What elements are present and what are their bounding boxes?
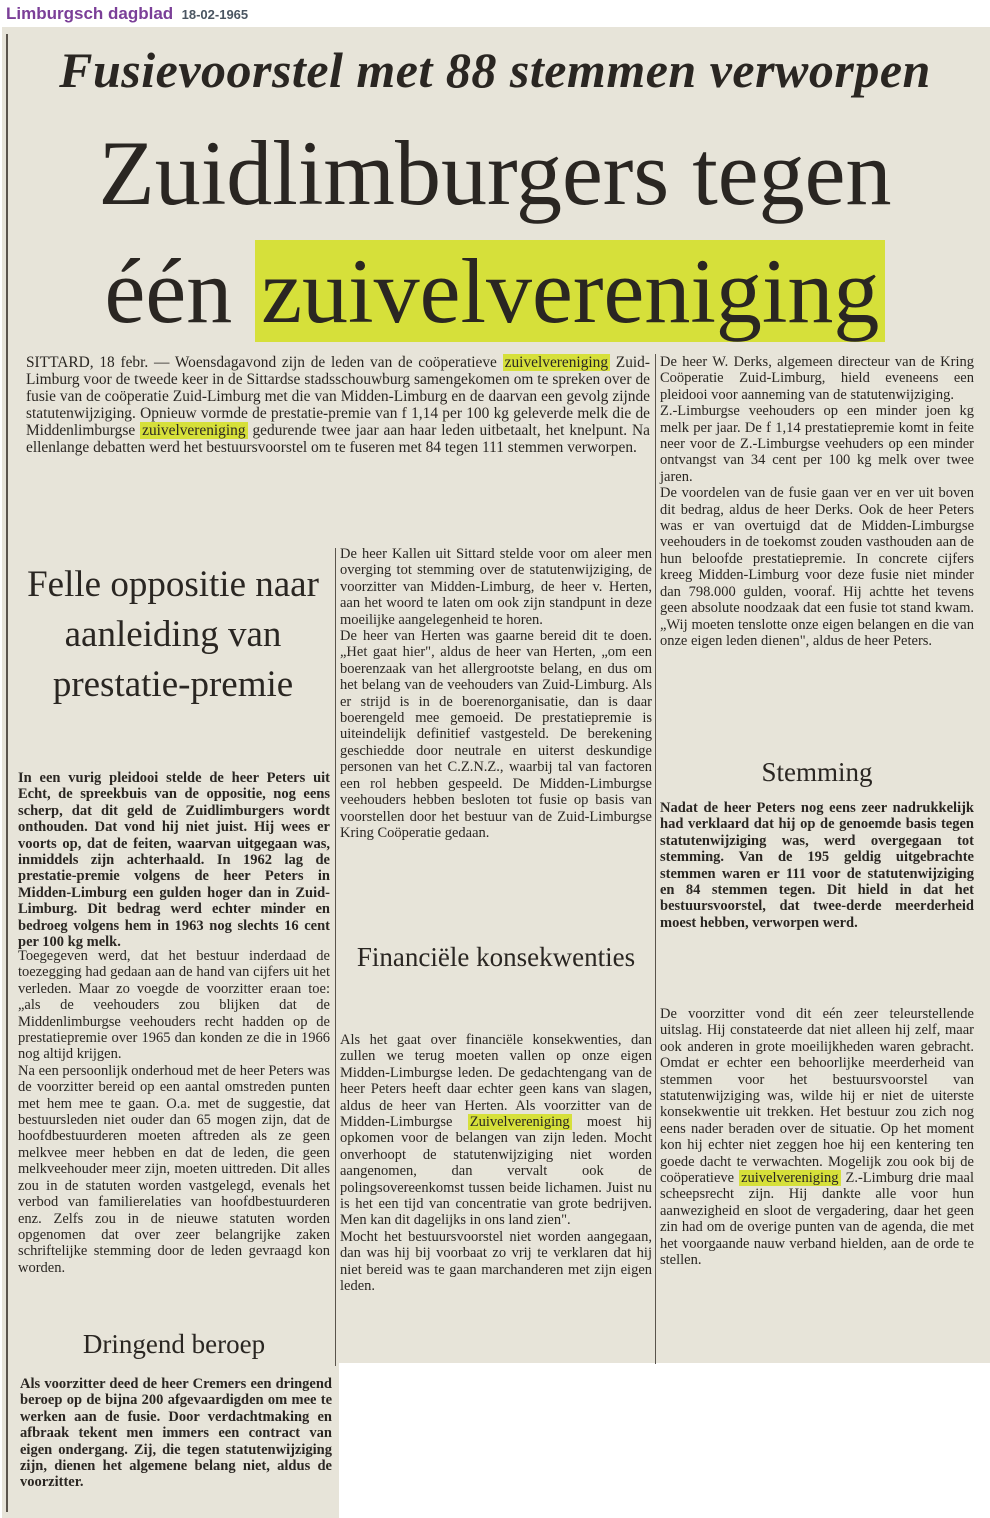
column3-paragraph-1: De heer W. Derks, algemeen directeur van de Kring Coöperatie Zuid-Limburg, hield eveneens een pleidooi voor aanneming van de statutenwijziging. [660,354,974,403]
source-header [6,4,248,24]
publication-date: 18-02-1965 [181,7,249,22]
search-highlight: Zuivelvereniging [469,1114,570,1131]
subheading-felle-oppositie: Felle oppositie naar aanleiding van prestatie-premie [27,564,319,705]
search-highlight: zuivelvereniging [741,1170,839,1187]
column3-paragraph-2: Z.-Limburgse veehouders op een minder joen kg melk per jaar. De f 1,14 prestatiepremie komt in feite neer voor de Z.-Limburgse veehuders op een minder ontvangst van 34 cent per 100 kg melk over twee jaren. [660,403,974,485]
column-rule-1 [335,548,336,1366]
column1-paragraph-4: Als voorzitter deed de heer Cremers een dringend beroep op de bijna 200 afgevaardigden om mee te werken aan de fusie. Door verdachtmaking en afbraak tekent men immers een contract van eigen ondergang. Zij, die tegen statutenwijziging zijn, dienen het algemene belang niet, aldus de voorzitter. [20,1376,332,1491]
search-highlight: zuivelvereniging [504,354,609,371]
subheading-dringend-beroep: Dringend beroep [82,1329,266,1359]
column-rule-2 [655,354,656,1364]
column1-paragraph-3: Na een persoonlijk onderhoud met de heer Peters was de voorzitter bereid op een aantal omstreden punten met hem mee te gaan. O.a. met de suggestie, dat bestuursleden niet ouder dan 65 mogen zijn, dat de hoofdbestuurderen moeten aftreden als ze geen melkvee meer hebben en dat de leden, die geen melkveehouder meer zijn, moeten uittreden. Dit alles zou in de statuten worden vastgelegd, evenals het verbod van familierelaties van hoofdbestuurderen enz. Zelfs zou in de nieuwe statuten worden opgenomen dat over zeer belangrijke zaken schriftelijke stemming door de leden gevraagd kon worden. [18,1062,330,1276]
column3-body [660,354,974,649]
column1-paragraph-2: Toegegeven werd, dat het bestuur inderdaad de toezegging had gedaan aan de hand van cijfers uit het verleden. Maar zo voegde de voorzitter eraan toe: „als de veehouders zou blijken dat de Middenlimburgse veehouders recht hadden op de prestatiepremie over 1965 dan konden ze die in 1966 nog altijd krijgen. [18,948,330,1063]
column2-paragraph-1: De heer Kallen uit Sittard stelde voor om aleer men overging tot stemming over de statutenwijziging, de voorzitter van Midden-Limburg, de heer v. Herten, aan het woord te laten om ook zijn standpunt in deze moeilijke aangelegenheid te horen. [340,546,652,628]
column2-body-lower [340,1032,652,1295]
search-highlight: zuivelvereniging [142,422,246,439]
newspaper-name: Limburgsch dagblad [6,4,174,23]
subheading-financiele-konsekwenties: Financiële konsekwenties [356,942,636,972]
subheading-stemming: Stemming [761,757,873,787]
column1-body [18,948,330,1276]
intro-paragraph: SITTARD, 18 febr. — Woensdagavond zijn de leden van de coöperatieve zuivelvereniging Zuid-Limburg voor de tweede keer in de Sittardse stadsschouwburg samengekomen om te spreken over de fusie van de coöperatie Zuid-Limburg met die van Midden-Limburg en de daarvan een gevolg zijnde statutenwijziging. Opnieuw vormde de prestatie-premie van f 1,14 per 100 kg geleverde melk die de Middenlimburgse zuivelvereniging gedurende twee jaar aan haar leden uitbetaalt, het knelpunt. Na ellenlange debatten werd het bestuursvoorstel om te fuseren met 84 tegen 111 stemmen verworpen. [26,354,650,456]
search-highlight: zuivelvereniging [255,240,885,342]
article-kicker: Fusievoorstel met 88 stemmen verworpen [59,42,931,98]
column2-paragraph-2: De heer van Herten was gaarne bereid dit te doen. „Het gaat hier", aldus de heer van Herten, „om een boerenzaak van het allergrootste belang, en dus om het belang van de veehouders van Zuid-Limburg. Als er strijd is in de boerenorganisatie, dan is daar boerengeld mee gemoeid. De prestatiepremie is uiteindelijk definitief vastgesteld. De berekening geschiedde door neutrale en uiterst deskundige personen van het C.Z.N.Z., waarbij tal van factoren een rol hebben gespeeld. De Midden-Limburgse veehouders hebben besloten tot fusie op basis van voorstellen door het bestuur van de Zuid-Limburgse Kring Coöperatie gedaan. [340,628,652,841]
column1-paragraph-1: In een vurig pleidooi stelde de heer Peters uit Echt, de spreekbuis van de oppositie, nog eens scherp, dat dit geld de Zuidlimburgers wordt onthouden. Dat vond hij niet juist. Hij wees er voorts op, dat de feiten, waarvan uitgegaan was, inmiddels zijn achterhaald. In 1962 lag de prestatie-premie volgens de heer Peters in Midden-Limburg een gulden hoger dan in Zuid-Limburg. Dit bedrag werd echter minder en bedroeg volgens hem in 1963 nog slechts 16 cent per 100 kg melk. [18,770,330,951]
column3-paragraph-5: De voorzitter vond dit eén zeer teleurstellende uitslag. Hij constateerde dat niet alleen hij zelf, maar ook anderen in grote moeilijkheden waren gebracht. Omdat er echter een behoorlijke meerderheid van stemmen voor het bestuursvoorstel van statutenwijziging was, wilde hij er niet de uiterste konsekwentie uit trekken. Het bestuur zou zich nog eens nader beraden over de situatie. Op het moment kon hij echter niet zeggen hoe hij een kentering ten goede dacht te verwachten. Mogelijk zou ook bij de coöperatieve zuivelvereniging Z.-Limburg drie maal scheepsrecht zijn. Hij dankte alle voor hun aanwezigheid en sloot de vergadering, daar het geen zin had om de overige punten van de agenda, die met het voorgaande nauw verband hielden, aan de orde te stellen. [660,1006,974,1269]
column3-paragraph-4: Nadat de heer Peters nog eens zeer nadrukkelijk had verklaard dat hij op de genoemde basis tegen statutenwijziging was, werd overgegaan tot stemming. Van de 195 geldig uitgebrachte stemmen waren er 111 voor de statutenwijziging en 84 stemmen tegen. Dit hield in dat het bestuursvoorstel, dat twee-derde meerderheid moest hebben, verworpen werd. [660,800,974,931]
article-headline-line1: Zuidlimburgers tegen [98,122,892,224]
article-headline-line2 [0,236,990,346]
column3-paragraph-3: De voordelen van de fusie gaan ver en ver uit boven dit bedrag, aldus de heer Derks. Ook de heer Peters was er van overtuigd dat de Midden-Limburgse veehouders in de toekomst zouden vasthouden aan de hun beloofde prestatiepremie. In concrete cijfers kreeg Midden-Limburg voor deze fusie niet minder dan 798.000 gulden, vooraf. Hij achtte het tevens geen absolute noodzaak dat een fusie tot stand kwam. „Wij moeten tenslotte onze eigen belangen en die van onze eigen leden dienen", aldus de heer Peters. [660,485,974,649]
column2-paragraph-3: Als het gaat over financiële konsekwenties, dan zullen we terug moeten vallen op onze eigen Midden-Limburgse leden. De gedachtengang van de heer Peters heeft daar echter geen kans van slagen, aldus de heer van Herten. Als voorzitter van de Midden-Limburgse Zuivelvereniging moest hij opkomen voor de belangen van zijn leden. Mocht onverhoopt de statutenwijziging niet worden aangenomen, dan vervalt ook de polingsovereenkomst tussen beide lichamen. Juist nu is het een tijd van concentratie van grote bedrijven. Men kan dit dagelijks in ons land zien". [340,1032,652,1229]
headline-text: één [104,240,256,342]
column2-body [340,546,652,841]
column2-paragraph-4: Mocht het bestuursvoorstel niet worden aangegaan, dan was hij bij voorbaat zo vrij te verklaren dat hij niet bereid was te gaan marchanderen met zijn eigen leden. [340,1228,652,1295]
